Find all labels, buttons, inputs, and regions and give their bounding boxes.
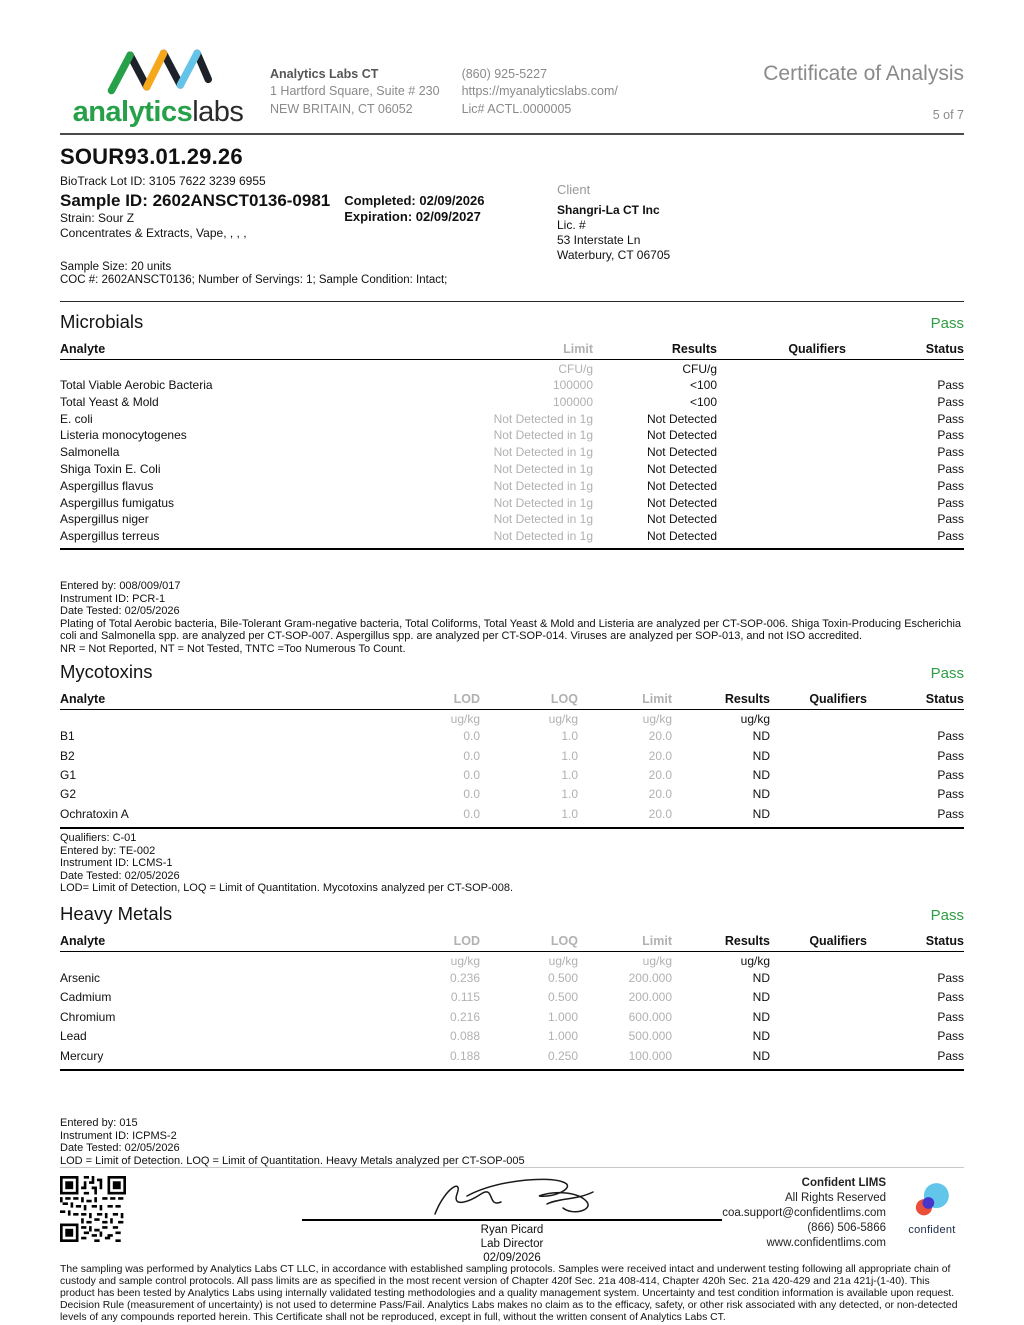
signature-block	[302, 1174, 722, 1265]
table-body	[60, 377, 964, 550]
lims-info	[722, 1176, 886, 1251]
lab-name: Analytics Labs CT	[270, 67, 379, 81]
table-row: B2 0.0 1.0 20.0 ND Pass	[60, 748, 964, 763]
brand-secondary: labs	[192, 96, 244, 128]
lims-phone: (866) 506-5866	[807, 1222, 886, 1235]
client-address2: Waterbury, CT 06705	[557, 248, 671, 263]
product-type: Concentrates & Extracts, Vape, , , ,	[60, 226, 247, 240]
mycotoxins-table	[60, 692, 964, 829]
signature-date: 02/09/2026	[483, 1252, 541, 1265]
lab-address2: NEW BRITAIN, CT 06052	[270, 101, 413, 116]
sample-name: SOUR93.01.29.26	[60, 144, 243, 169]
status-badge: Pass	[930, 315, 964, 332]
lims-name: Confident LIMS	[801, 1177, 886, 1190]
brand-wordmark	[60, 96, 256, 129]
table-body	[60, 969, 964, 1071]
table-row: B1 0.0 1.0 20.0 ND Pass	[60, 729, 964, 744]
heavy-metals-section	[60, 903, 964, 1167]
heavy-metals-notes: Entered by: 015 Instrument ID: ICPMS-2 Date Tested: 02/05/2026 LOD = Limit of Detection. LOQ = Limit of Quantitation. Heavy Metals analyzed per CT-SOP-005	[60, 1117, 525, 1167]
biotrack-lot: BioTrack Lot ID: 3105 7622 3239 6955	[60, 174, 266, 188]
microbials-heading	[60, 311, 964, 333]
sample-info	[60, 135, 964, 286]
microbials-section	[60, 301, 964, 655]
footer-divider	[60, 1167, 964, 1168]
sample-id-row	[60, 191, 964, 241]
lab-license: Lic# ACTL.0000005	[461, 101, 572, 116]
signer-title: Lab Director	[480, 1238, 544, 1251]
dates-block	[344, 191, 484, 225]
col-limit: Limit	[563, 342, 593, 356]
table-row: Listeria monocytogenes Not Detected in 1g Not Detected Pass	[60, 428, 964, 443]
expiration-date: Expiration: 02/09/2027	[344, 208, 481, 224]
unit-limit: CFU/g	[558, 362, 593, 376]
col-results: Results	[671, 342, 717, 356]
table-row: Aspergillus niger Not Detected in 1g Not Detected Pass	[60, 512, 964, 527]
table-body	[60, 727, 964, 829]
status-badge: Pass	[930, 907, 964, 924]
section-title: Mycotoxins	[60, 661, 153, 683]
client-license: Lic. #	[557, 218, 586, 233]
table-row: Lead 0.088 1.000 500.000 ND Pass	[60, 1029, 964, 1044]
table-row: G2 0.0 1.0 20.0 ND Pass	[60, 787, 964, 802]
microbials-notes: Entered by: 008/009/017 Instrument ID: PCR-1 Date Tested: 02/05/2026 Plating of Total Aerobic bacteria, Bile-Tolerant Gram-negative bacteria, Total Coliforms, Total Yeast & Mold and Listeria are analyzed per CT-SOP-006. Shiga Toxin-Producing Escherichia coli and Salmonella spp. are analyzed per CT-SOP-007. Aspergillus spp. are analyzed per CT-SOP-014. Viruses are analyzed per SOP-013, and not ISO accredited. NR = Not Reported, NT = Not Tested, TNTC =Too Numerous To Count.	[60, 579, 962, 655]
table-row: Aspergillus flavus Not Detected in 1g Not Detected Pass	[60, 478, 964, 493]
client-label: Client	[557, 182, 591, 197]
signer-name: Ryan Picard	[480, 1224, 544, 1237]
table-row: Chromium 0.216 1.000 600.000 ND Pass	[60, 1009, 964, 1024]
confident-logo	[900, 1180, 964, 1236]
header-right	[763, 62, 964, 122]
lims-website: www.confidentlims.com	[766, 1237, 886, 1250]
table-row: Aspergillus terreus Not Detected in 1g Not Detected Pass	[60, 529, 964, 544]
confident-logo-text: confident	[908, 1224, 956, 1237]
lims-rights: All Rights Reserved	[785, 1192, 886, 1205]
mycotoxins-section	[60, 661, 964, 895]
lab-info	[270, 66, 618, 118]
table-row: E. coli Not Detected in 1g Not Detected Pass	[60, 411, 964, 426]
table-header: Analyte LOD LOQ Limit Results Qualifiers Status	[60, 934, 964, 952]
section-title: Heavy Metals	[60, 903, 173, 924]
qr-code	[60, 1176, 126, 1242]
table-header: Analyte LOD LOQ Limit Results Qualifiers Status	[60, 692, 964, 710]
header	[60, 44, 964, 129]
lab-address-block	[270, 66, 440, 118]
lab-address1: 1 Hartford Square, Suite # 230	[270, 84, 440, 99]
table-row: Arsenic 0.236 0.500 200.000 ND Pass	[60, 971, 964, 985]
client-block	[557, 182, 670, 263]
heavy-metals-heading	[60, 903, 964, 925]
lab-phone: (860) 925-5227	[461, 67, 548, 81]
mycotoxins-heading	[60, 661, 964, 683]
table-row: Total Yeast & Mold 100000 <100 Pass	[60, 394, 964, 409]
heavy-metals-table	[60, 934, 964, 1071]
strain: Strain: Sour Z	[60, 211, 135, 225]
brand-logo	[60, 44, 256, 129]
confident-logo-icon	[910, 1180, 954, 1220]
microbials-table	[60, 342, 964, 550]
units-row: ug/kg ug/kg ug/kg ug/kg	[450, 954, 770, 968]
status-badge: Pass	[930, 665, 964, 683]
footer	[60, 1167, 964, 1265]
signature-icon	[397, 1174, 627, 1222]
sample-size: Sample Size: 20 units	[60, 261, 172, 273]
lab-contact-block	[462, 66, 618, 118]
units-row: ug/kg ug/kg ug/kg ug/kg	[450, 712, 770, 727]
table-row: Total Viable Aerobic Bacteria 100000 <100 Pass	[60, 378, 964, 392]
table-row: Aspergillus fumigatus Not Detected in 1g Not Detected Pass	[60, 495, 964, 510]
mycotoxins-notes: Qualifiers: C-01 Entered by: TE-002 Instrument ID: LCMS-1 Date Tested: 02/05/2026 LOD= Limit of Detection, LOQ = Limit of Quantitation. Mycotoxins analyzed per CT-SOP-008.	[60, 832, 514, 895]
unit-results: CFU/g	[682, 362, 717, 376]
section-title: Microbials	[60, 311, 144, 332]
sample-id: Sample ID: 2602ANSCT0136-0981	[60, 191, 331, 210]
table-row: Mercury 0.188 0.250 100.000 ND Pass	[60, 1048, 964, 1063]
col-qualifiers: Qualifiers	[788, 342, 846, 356]
disclaimer: The sampling was performed by Analytics Labs CT LLC, in accordance with established sampling protocols. Samples were received intact and underwent testing following all appropriate chain of custody and sample control protocols. All pass limits are as specified in the most recent version of Chapter 420f Sec. 21a 408-414, Chapter 420h Sec. 21a 420-429 and 21a 421j-(1-40). This product has been tested by Analytics Labs using internally validated testing methodologies and a quality management system. Uncertainty and test condition information is available upon request. Decision Rule (measurement of uncertainty) is not used to determine Pass/Fail. Analytics Labs makes no claim as to the efficacy, safety, or other risk associated with any detected, or non-detected levels of any compounds reported herein. This Certificate shall not be reproduced, except in full, without the written consent of Analytics Labs CT.	[60, 1264, 958, 1324]
table-row: Cadmium 0.115 0.500 200.000 ND Pass	[60, 990, 964, 1005]
col-status: Status	[925, 342, 964, 356]
zigzag-logo-icon	[100, 44, 216, 98]
table-row: Ochratoxin A 0.0 1.0 20.0 ND Pass	[60, 806, 964, 821]
client-address1: 53 Interstate Ln	[557, 233, 641, 248]
coc-line: COC #: 2602ANSCT0136; Number of Servings: 1; Sample Condition: Intact;	[60, 274, 448, 286]
lab-website: https://myanalyticslabs.com/	[461, 84, 618, 99]
units-row	[60, 360, 964, 377]
client-name: Shangri-La CT Inc	[557, 203, 660, 218]
table-header	[60, 342, 964, 360]
table-row: Shiga Toxin E. Coli Not Detected in 1g Not Detected Pass	[60, 461, 964, 476]
completed-date: Completed: 02/09/2026	[344, 193, 485, 208]
table-row: G1 0.0 1.0 20.0 ND Pass	[60, 768, 964, 783]
document-title: Certificate of Analysis	[763, 62, 964, 85]
table-row: Salmonella Not Detected in 1g Not Detected Pass	[60, 445, 964, 460]
page-indicator: 5 of 7	[932, 108, 964, 122]
lims-email: coa.support@confidentlims.com	[722, 1207, 886, 1220]
brand-primary: analytics	[72, 96, 193, 128]
col-analyte: Analyte	[60, 342, 106, 356]
